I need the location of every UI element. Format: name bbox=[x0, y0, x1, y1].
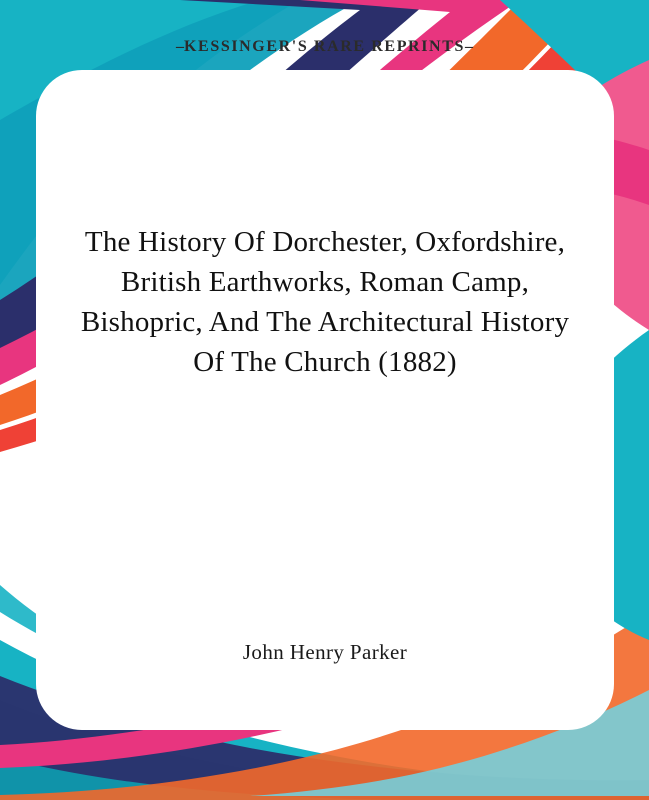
publisher-imprint bbox=[0, 38, 649, 56]
imprint-lead-dash: – bbox=[176, 38, 185, 55]
book-author: John Henry Parker bbox=[242, 640, 408, 664]
book-title: The History Of Dorchester, Oxfordshire, British Earthworks, Roman Camp, Bishopric, And The Architectural History Of The Church (1882) bbox=[80, 226, 570, 378]
imprint-trail-dash: – bbox=[464, 38, 473, 55]
imprint-text: KESSINGER'S RARE REPRINTS bbox=[184, 38, 465, 55]
cover-white-panel bbox=[36, 70, 614, 730]
